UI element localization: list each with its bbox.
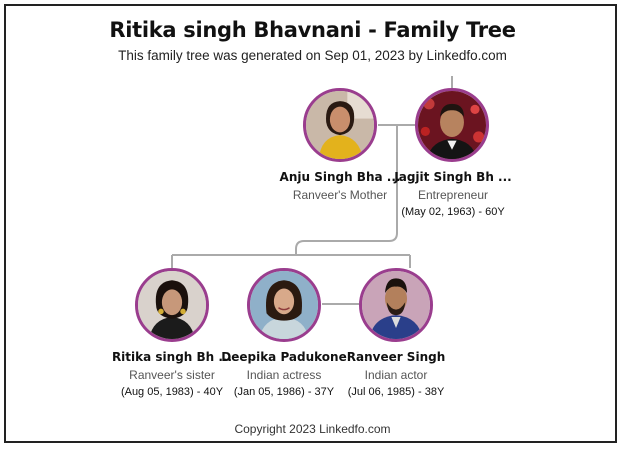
avatar-deepika[interactable]: [247, 268, 321, 342]
avatar-jagjit[interactable]: [415, 88, 489, 162]
portrait-anju-icon: [306, 91, 374, 159]
person-name[interactable]: Deepika Padukone: [221, 350, 347, 364]
person-role: Indian actress: [246, 368, 322, 382]
person-jagjit: [383, 170, 523, 218]
person-role: Ranveer's Mother: [292, 188, 388, 202]
person-dates: (Jul 06, 1985) - 38Y: [347, 386, 445, 398]
person-name[interactable]: Anju Singh Bha ...: [279, 170, 401, 184]
person-dates: (Jan 05, 1986) - 37Y: [233, 386, 335, 398]
person-name[interactable]: Ranveer Singh: [346, 350, 446, 364]
page-title: Ritika singh Bhavnani - Family Tree: [109, 18, 516, 42]
avatar-anju[interactable]: [303, 88, 377, 162]
person-dates: (May 02, 1963) - 60Y: [401, 206, 505, 218]
page-subtitle: This family tree was generated on Sep 01, 2023 by Linkedfo.com: [118, 48, 507, 63]
portrait-deepika-icon: [250, 271, 318, 339]
person-role: Indian actor: [364, 368, 428, 382]
person-name[interactable]: Ritika singh Bh ...: [111, 350, 233, 364]
person-dates: (Aug 05, 1983) - 40Y: [120, 386, 224, 398]
person-role: Entrepreneur: [417, 188, 489, 202]
avatar-ranveer[interactable]: [359, 268, 433, 342]
person-role: Ranveer's sister: [129, 368, 215, 382]
portrait-ranveer-icon: [362, 271, 430, 339]
portrait-jagjit-icon: [418, 91, 486, 159]
copyright-footer: Copyright 2023 Linkedfo.com: [234, 422, 391, 436]
portrait-ritika-icon: [138, 271, 206, 339]
person-name[interactable]: Jagjit Singh Bh ...: [394, 170, 512, 184]
avatar-ritika[interactable]: [135, 268, 209, 342]
person-ranveer: [326, 350, 466, 398]
